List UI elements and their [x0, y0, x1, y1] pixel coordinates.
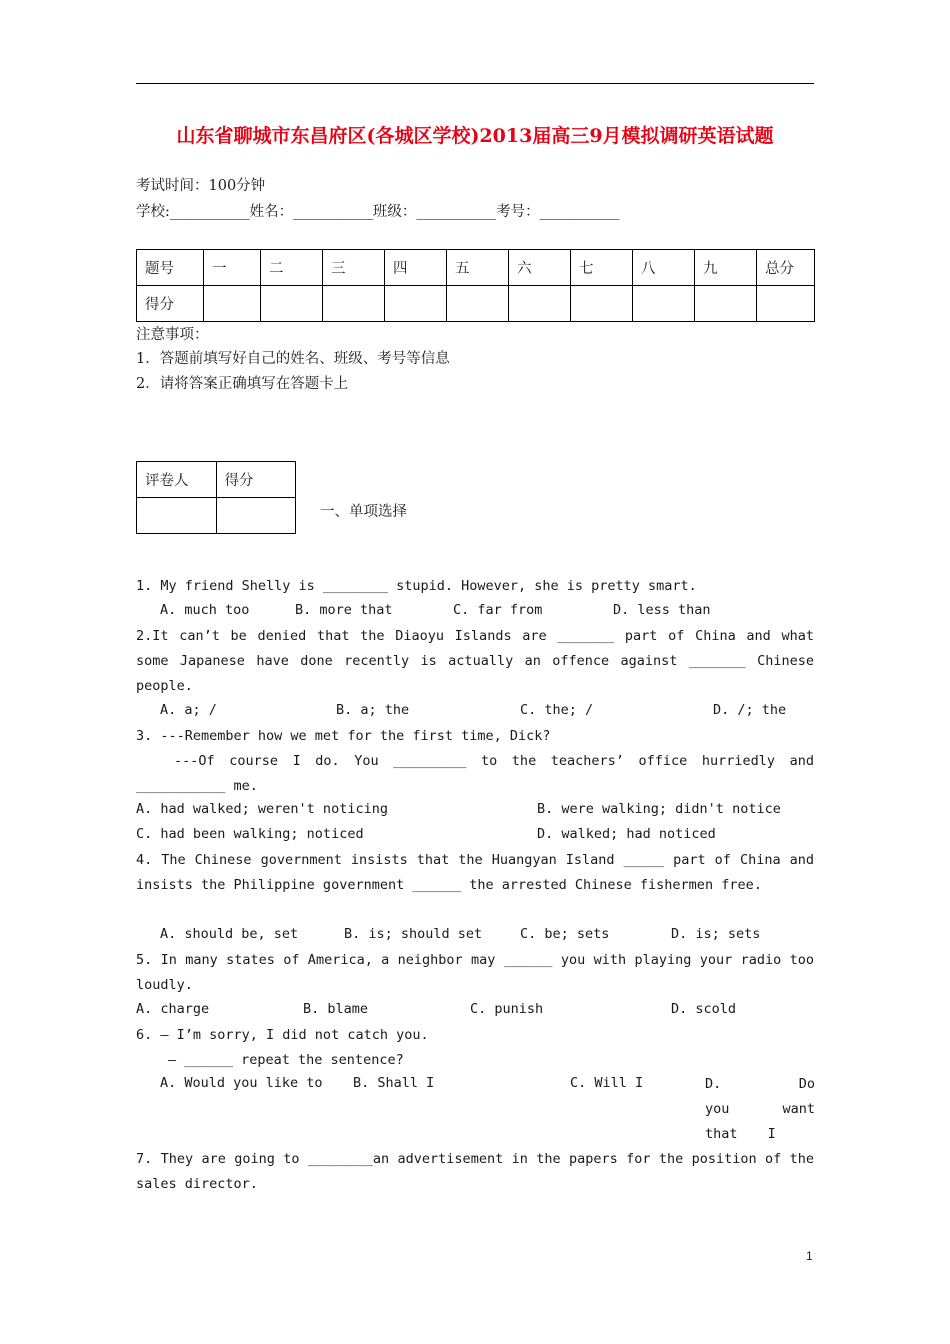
grader-table: [136, 461, 296, 534]
q1-option-d[interactable]: D. less than: [613, 602, 711, 618]
score-table-header-row: [137, 250, 815, 286]
score-input-cell[interactable]: [204, 286, 261, 322]
score-header-cell: 九: [695, 250, 757, 286]
question-4-stem: 4. The Chinese government insists that the Huangyan Island _____ part of China and insists the Philippine government ______ the arrested Chinese fishermen free.: [136, 852, 814, 893]
score-header-cell: 二: [261, 250, 323, 286]
score-table-score-row: [137, 286, 815, 322]
q5-option-c[interactable]: C. punish: [470, 1001, 544, 1017]
question-2-stem: 2.It can’t be denied that the Diaoyu Islands are _______ part of China and what some Japanese have done recently is actually an offence against _______ Chinese people.: [136, 628, 814, 694]
note-item: 2．请将答案正确填写在答题卡上: [136, 376, 349, 392]
q3-option-a[interactable]: A. had walked; weren't noticing: [136, 801, 388, 817]
exam-time: 考试时间：100分钟: [136, 178, 266, 194]
q2-option-b[interactable]: B. a; the: [336, 702, 410, 718]
question-3-stem: 3. ---Remember how we met for the first time, Dick?: [136, 728, 551, 744]
q3-option-d[interactable]: D. walked; had noticed: [537, 826, 716, 842]
score-input-cell[interactable]: [757, 286, 815, 322]
q2-option-d[interactable]: D. /; the: [713, 702, 787, 718]
q6-option-d[interactable]: D. Do you want that I: [705, 1076, 815, 1142]
score-header-cell: 三: [323, 250, 385, 286]
q3-option-b[interactable]: B. were walking; didn't notice: [537, 801, 781, 817]
score-header-cell: 一: [204, 250, 261, 286]
note-item: 1．答题前填写好自己的姓名、班级、考号等信息: [136, 351, 450, 367]
q3-option-c[interactable]: C. had been walking; noticed: [136, 826, 364, 842]
q6-option-b[interactable]: B. Shall I: [353, 1075, 435, 1091]
q4-option-d[interactable]: D. is; sets: [671, 926, 761, 942]
score-input-cell[interactable]: [385, 286, 447, 322]
notes-heading: 注意事项：: [136, 327, 209, 343]
grader-label: 评卷人: [137, 462, 217, 498]
q4-option-c[interactable]: C. be; sets: [520, 926, 610, 942]
score-header-cell: 六: [509, 250, 571, 286]
score-header-cell: 总分: [757, 250, 815, 286]
q4-option-b[interactable]: B. is; should set: [344, 926, 483, 942]
score-input-cell[interactable]: [509, 286, 571, 322]
question-6-stem: 6. — I’m sorry, I did not catch you.: [136, 1027, 429, 1043]
score-input-cell[interactable]: [633, 286, 695, 322]
q2-option-c[interactable]: C. the; /: [520, 702, 594, 718]
question-5-stem: 5. In many states of America, a neighbor may ______ you with playing your radio too loudly.: [136, 952, 814, 993]
q1-option-a[interactable]: A. much too: [160, 602, 250, 618]
grader-score-label: 得分: [216, 462, 296, 498]
section-title: 一、单项选择: [320, 504, 407, 520]
question-7-stem: 7. They are going to ________an advertisement in the papers for the position of the sales director.: [136, 1151, 814, 1192]
score-header-cell: 四: [385, 250, 447, 286]
score-row-label: 得分: [137, 286, 204, 322]
score-header-cell: 七: [571, 250, 633, 286]
q6-option-a[interactable]: A. Would you like to: [160, 1075, 323, 1091]
q6-option-c[interactable]: C. Will I: [570, 1075, 644, 1091]
score-input-cell[interactable]: [261, 286, 323, 322]
grader-input-cell[interactable]: [137, 498, 217, 534]
q5-option-b[interactable]: B. blame: [303, 1001, 369, 1017]
header-rule: [136, 83, 814, 84]
score-input-cell[interactable]: [695, 286, 757, 322]
question-6-stem-reply: — ______ repeat the sentence?: [168, 1052, 404, 1068]
score-header-cell: 题号: [137, 250, 204, 286]
q1-option-b[interactable]: B. more that: [295, 602, 393, 618]
score-input-cell[interactable]: [447, 286, 509, 322]
page-number: 1: [806, 1249, 813, 1263]
score-header-cell: 八: [633, 250, 695, 286]
score-input-cell[interactable]: [571, 286, 633, 322]
student-info-line: 学校:___________姓名：___________班级：___________考号：___________: [136, 204, 620, 220]
question-3-stem-reply: ---Of course I do. You _________ to the teachers’ office hurriedly and ___________ me.: [136, 753, 814, 794]
question-1-stem: 1. My friend Shelly is ________ stupid. However, she is pretty smart.: [136, 578, 697, 594]
q5-option-a[interactable]: A. charge: [136, 1001, 210, 1017]
score-table: [136, 249, 815, 322]
score-header-cell: 五: [447, 250, 509, 286]
q1-option-c[interactable]: C. far from: [453, 602, 543, 618]
q5-option-d[interactable]: D. scold: [671, 1001, 737, 1017]
q4-option-a[interactable]: A. should be, set: [160, 926, 299, 942]
score-input-cell[interactable]: [323, 286, 385, 322]
grader-score-input-cell[interactable]: [216, 498, 296, 534]
q2-option-a[interactable]: A. a; /: [160, 702, 217, 718]
page-title: 山东省聊城市东昌府区(各城区学校)2013届高三9月模拟调研英语试题: [176, 125, 774, 147]
